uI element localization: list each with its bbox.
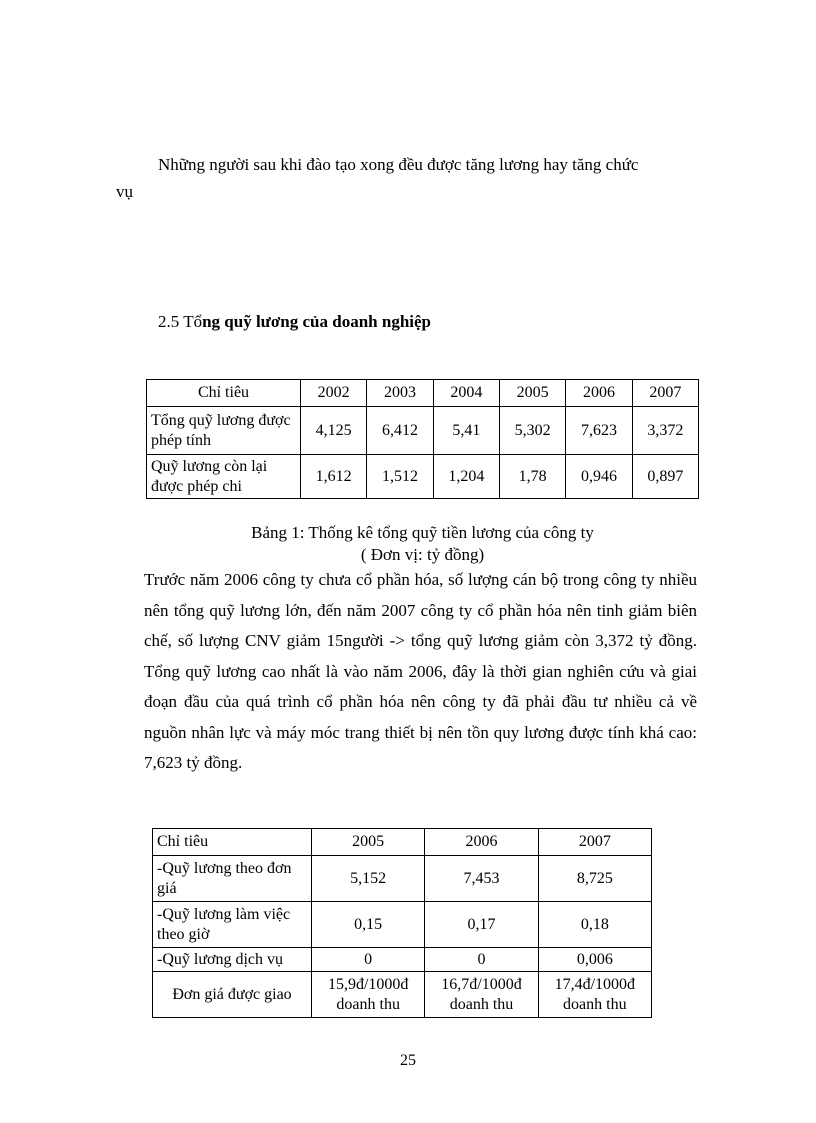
section-title-normal: Tổ <box>183 312 203 331</box>
header-cell: 2003 <box>367 380 433 407</box>
table-row <box>153 972 652 1018</box>
header-cell: Chỉ tiêu <box>147 380 301 407</box>
table-caption <box>146 522 699 566</box>
table-cell: 1,78 <box>499 455 565 499</box>
row-label: Đơn giá được giao <box>153 972 312 1018</box>
table-cell: 0,15 <box>312 902 425 948</box>
table-cell: 0,946 <box>566 455 632 499</box>
header-cell: 2004 <box>433 380 499 407</box>
header-cell: Chỉ tiêu <box>153 829 312 856</box>
row-label: -Quỹ lương theo đơn giá <box>153 856 312 902</box>
row-label: Tổng quỹ lương được phép tính <box>147 407 301 455</box>
table-cell: 7,453 <box>425 856 538 902</box>
table-row <box>153 902 652 948</box>
table-row <box>147 407 699 455</box>
table-cell: 17,4đ/1000đ doanh thu <box>538 972 651 1018</box>
row-label: -Quỹ lương dịch vụ <box>153 948 312 972</box>
table-cell: 0,17 <box>425 902 538 948</box>
table-cell: 8,725 <box>538 856 651 902</box>
intro-line-1: Những người sau khi đào tạo xong đều được tăng lương hay tăng chức <box>158 155 639 174</box>
caption-unit: ( Đơn vị: tỷ đồng) <box>360 545 485 564</box>
table-cell: 3,372 <box>632 407 698 455</box>
table-cell: 5,41 <box>433 407 499 455</box>
table-cell: 1,512 <box>367 455 433 499</box>
section-heading <box>158 312 431 332</box>
header-cell: 2007 <box>632 380 698 407</box>
header-cell: 2006 <box>566 380 632 407</box>
page-number: 25 <box>400 1052 416 1069</box>
table-cell: 7,623 <box>566 407 632 455</box>
salary-breakdown-table <box>152 828 652 1018</box>
table-row <box>153 856 652 902</box>
salary-fund-table <box>146 379 699 499</box>
table-cell: 0,897 <box>632 455 698 499</box>
table-cell: 0,18 <box>538 902 651 948</box>
table-cell: 0 <box>425 948 538 972</box>
intro-line-2: vụ <box>116 182 133 201</box>
table-cell: 15,9đ/1000đ doanh thu <box>312 972 425 1018</box>
table-cell: 0,006 <box>538 948 651 972</box>
header-cell: 2005 <box>499 380 565 407</box>
header-cell: 2005 <box>312 829 425 856</box>
table-cell: 1,612 <box>301 455 367 499</box>
header-cell: 2007 <box>538 829 651 856</box>
table-header-row <box>153 829 652 856</box>
table-row <box>153 948 652 972</box>
table-cell: 4,125 <box>301 407 367 455</box>
table-cell: 5,302 <box>499 407 565 455</box>
section-title-bold: ng quỹ lương của doanh nghiệp <box>202 312 431 331</box>
table-cell: 0 <box>312 948 425 972</box>
caption-title: Bảng 1: Thống kê tổng quỹ tiền lương của công ty <box>251 523 594 542</box>
body-paragraph: Trước năm 2006 công ty chưa cổ phần hóa, số lượng cán bộ trong công ty nhiều nên tổng quỹ lương lớn, đến năm 2007 công ty cổ phần hóa nên tinh giảm biên chế, số lượng CNV giảm 15người -> tổng quỹ lương giảm còn 3,372 tỷ đồng. Tổng quỹ lương cao nhất là vào năm 2006, đây là thời gian nghiên cứu và giai đoạn đầu của quá trình cổ phần hóa nên công ty đã phải đầu tư nhiều cả về nguồn nhân lực và máy móc trang thiết bị nên tồn quy lương được tính khá cao: 7,623 tỷ đồng. <box>144 570 697 772</box>
table-row <box>147 455 699 499</box>
section-number: 2.5 <box>158 312 180 331</box>
row-label: -Quỹ lương làm việc theo giờ <box>153 902 312 948</box>
table-cell: 1,204 <box>433 455 499 499</box>
header-cell: 2002 <box>301 380 367 407</box>
header-cell: 2006 <box>425 829 538 856</box>
table-cell: 6,412 <box>367 407 433 455</box>
row-label: Quỹ lương còn lại được phép chi <box>147 455 301 499</box>
table-header-row <box>147 380 699 407</box>
table-cell: 16,7đ/1000đ doanh thu <box>425 972 538 1018</box>
table-cell: 5,152 <box>312 856 425 902</box>
